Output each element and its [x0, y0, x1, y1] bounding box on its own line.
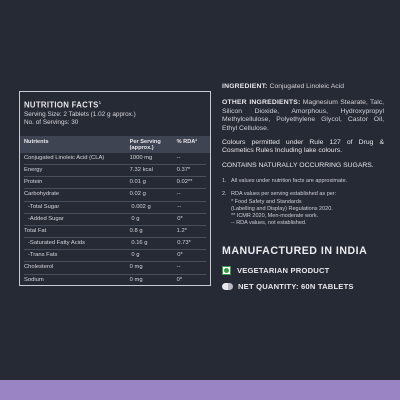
ingredient-line: INGREDIENT: Conjugated Linoleic Acid [222, 83, 344, 90]
table-row: -Total Sugar 0.002 g -- [24, 202, 206, 214]
vegetarian-badge: VEGETARIAN PRODUCT [222, 266, 329, 275]
colours-note: Colours permitted under Rule 127 of Drug & Cosmetics Rules Including lake colours. [222, 139, 384, 155]
table-row: -Trans Fats 0 g 0* [24, 250, 206, 262]
table-row: Conjugated Linoleic Acid (CLA) 1000 mg -- [24, 153, 206, 165]
other-ingredients: OTHER INGREDIENTS: Magnesium Stearate, Talc, Silicon Dioxide, Amorphous, Hydroxypropyl Methylcellulose, Polyethylene Glycol, Castor Oil, Ethyl Cellulose. [222, 99, 384, 132]
ingredients-column [222, 83, 384, 227]
table-row: -Added Sugar 0 g 0* [24, 214, 206, 226]
footnote-2: 2. RDA values per serving established as per: [222, 191, 337, 198]
footnote-2c: ** ICMR 2020, Men-moderate work. [231, 213, 319, 220]
manufactured-in: MANUFACTURED IN INDIA [222, 245, 368, 257]
header-nutrients: Nutrients [24, 138, 49, 145]
bottom-color-strip [0, 380, 400, 400]
nutrition-header [20, 92, 210, 132]
nutrition-rows [20, 153, 210, 286]
table-row: Energy 7.32 kcal 0.37* [24, 165, 206, 177]
nutrition-facts-panel [19, 91, 211, 286]
table-row: Protein 0.01 g 0.02** [24, 177, 206, 189]
table-row: -Saturated Fatty Acids 0.16 g 0.73* [24, 238, 206, 250]
sugar-note: CONTAINS NATURALLY OCCURRING SUGARS. [222, 161, 374, 169]
table-row: Sodium 0 mg 0* [24, 276, 183, 283]
capsule-icon [222, 283, 233, 290]
table-row: Carbohydrate 0.02 g -- [24, 189, 206, 201]
servings-count: No. of Servings: 30 [24, 119, 79, 127]
footnote-2b: (Labelling and Display) Regulations 2020. [231, 205, 333, 212]
header-per-serving: Per Serving (approx.) [129, 138, 161, 152]
table-row: Total Fat 0.8 g 1.2* [24, 226, 206, 238]
vegetarian-icon [222, 266, 231, 275]
nutrition-title: NUTRITION FACTS$^1$ [24, 100, 102, 110]
header-rda: % RDA² [176, 138, 198, 145]
nutrition-table-header [20, 136, 210, 153]
footnote-2d: -- RDA values, not established. [231, 220, 307, 227]
serving-size: Serving Size: 2 Tablets (1.02 g approx.) [24, 110, 136, 118]
net-quantity: NET QUANTITY: 60N TABLETS [222, 282, 354, 291]
footnote-2a: * Food Safety and Standards [231, 198, 302, 205]
table-row: Cholesterol 0 mg -- [24, 262, 206, 274]
footnote-1: 1. All values under nutrition facts are approximate. [222, 178, 348, 185]
